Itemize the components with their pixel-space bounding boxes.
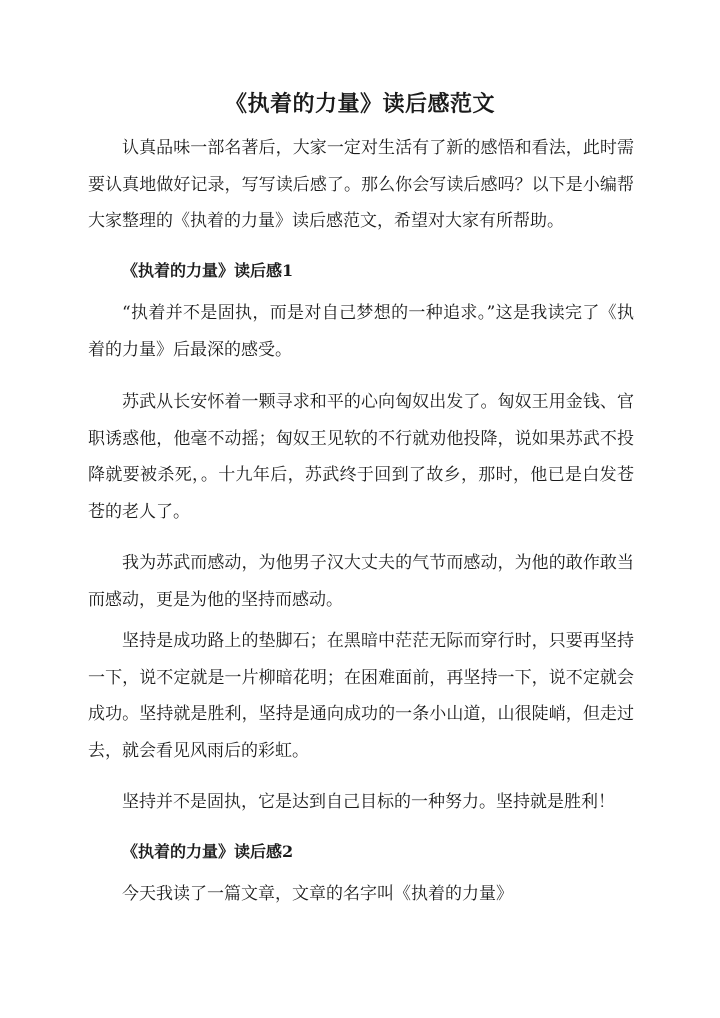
- section-1-paragraph: 坚持并不是固执，它是达到自己目标的一种努力。坚持就是胜利！: [122, 792, 615, 812]
- intro-paragraph: 认真品味一部名著后，大家一定对生活有了新的感悟和看法，此时需要认真地做好记录，写写读后感了。那么你会写读后感吗？以下是小编帮大家整理的《执着的力量》读后感范文，希望对大家有所帮助。: [88, 138, 634, 231]
- section-1-paragraph: “执着并不是固执，而是对自己梦想的一种追求。”这是我读完了《执着的力量》后最深的感受。: [88, 303, 634, 360]
- section-2-paragraph: 今天我读了一篇文章，文章的名字叫《执着的力量》: [122, 884, 513, 904]
- section-1-paragraph: 苏武从长安怀着一颗寻求和平的心向匈奴出发了。匈奴王用金钱、官职诱惑他，他毫不动摇；匈奴王见软的不行就劝他投降，说如果苏武不投降就要被杀死，。十九年后，苏武终于回到了故乡，那时，他已是白发苍苍的老人了。: [88, 392, 634, 522]
- section-2-heading: 《执着的力量》读后感2: [122, 842, 294, 861]
- document-title: 《执着的力量》读后感范文: [224, 91, 495, 117]
- section-1-heading: 《执着的力量》读后感1: [122, 261, 294, 280]
- section-1-paragraph: 我为苏武而感动，为他男子汉大丈夫的气节而感动，为他的敢作敢当而感动，更是为他的坚持而感动。: [88, 553, 634, 610]
- section-1-paragraph: 坚持是成功路上的垫脚石；在黑暗中茫茫无际而穿行时，只要再坚持一下，说不定就是一片柳暗花明；在困难面前，再坚持一下，说不定就会成功。坚持就是胜利，坚持是通向成功的一条小山道，山很陡峭，但走过去，就会看见风雨后的彩虹。: [88, 631, 634, 761]
